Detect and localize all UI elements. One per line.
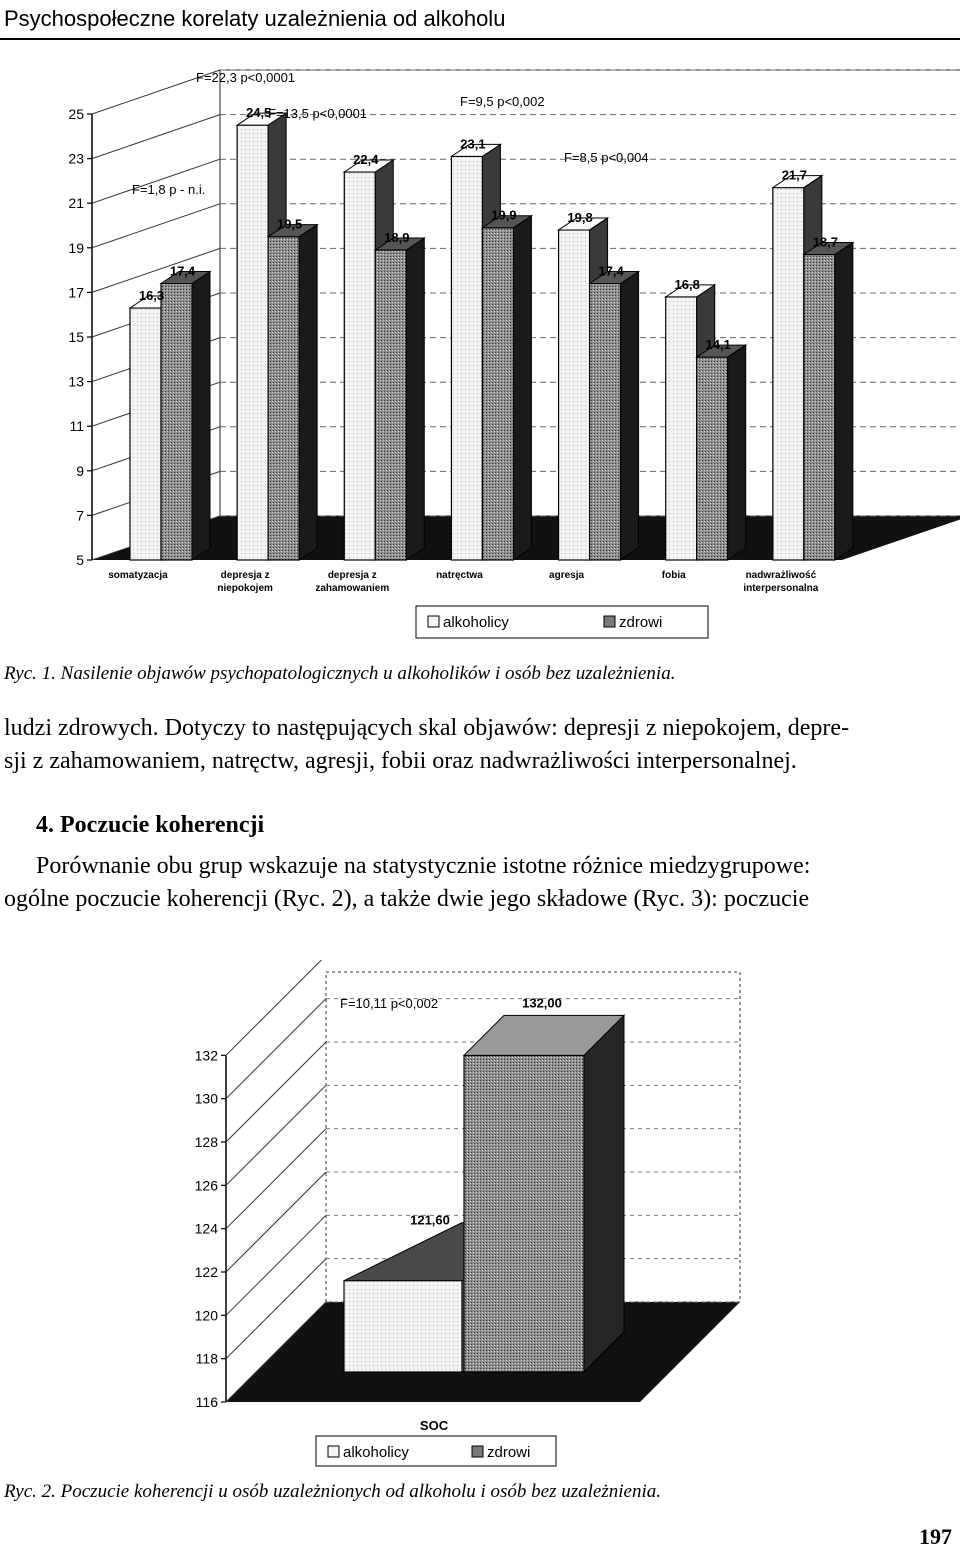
chart2-y-tick-label: 130 xyxy=(194,1090,218,1107)
chart1-annotation: F=13,5 p<0,0001 xyxy=(268,106,368,121)
chart1-bar-alkoholicy-front xyxy=(666,297,697,560)
chart2-legend-swatch-zdrowi xyxy=(472,1446,483,1457)
chart2-y-tick-label: 126 xyxy=(194,1177,218,1194)
chart1-data-label-zdrowi: 18,7 xyxy=(812,234,839,250)
chart1-bar-alkoholicy-front xyxy=(559,230,590,560)
chart2-data-label-alkoholicy: 121,60 xyxy=(410,1212,450,1228)
chart2-depth-gridline xyxy=(226,1042,326,1142)
chart1-data-label-zdrowi: 19,5 xyxy=(276,216,303,232)
chart1-category-label: fobia xyxy=(661,570,686,581)
chart2-y-tick-label: 122 xyxy=(194,1264,218,1280)
paragraph-line: ogólne poczucie koherencji (Ryc. 2), a także dwie jego składowe (Ryc. 3): poczucie xyxy=(4,886,810,912)
chart1-bar-zdrowi xyxy=(268,225,317,560)
chart1-y-tick-label: 5 xyxy=(76,552,84,568)
chart1-data-label-alkoholicy: 24,5 xyxy=(245,105,272,121)
chart1-bar-zdrowi-front xyxy=(161,283,192,560)
chart1-legend-label: alkoholicy xyxy=(443,614,509,631)
chart1-annotation: F=8,5 p<0,004 xyxy=(564,150,649,165)
chart1-bar-zdrowi-side xyxy=(513,216,531,560)
chart1-bar-zdrowi-front xyxy=(268,237,299,560)
chart1-y-tick-label: 25 xyxy=(68,106,84,122)
chart2-y-tick-label: 124 xyxy=(194,1220,218,1237)
chart1-bar-zdrowi-front xyxy=(804,254,835,560)
figure-1-label: Ryc. 1. xyxy=(4,663,56,684)
chart1-bar-alkoholicy-front xyxy=(130,308,161,560)
chart1-data-label-alkoholicy: 23,1 xyxy=(460,136,486,152)
chart1-annotation: F=22,3 p<0,0001 xyxy=(196,70,296,85)
chart1-category-label: natręctwa xyxy=(436,570,483,581)
chart1-legend-swatch-alkoholicy xyxy=(428,616,439,627)
figure-2-caption xyxy=(4,1481,661,1503)
page-number: 197 xyxy=(919,1524,952,1549)
chart2-bar-zdrowi xyxy=(464,1015,624,1372)
chart-sense-of-coherence xyxy=(0,960,960,1480)
chart1-legend-label: zdrowi xyxy=(619,614,663,631)
chart1-bar-zdrowi-side xyxy=(299,225,317,560)
section-heading xyxy=(36,812,270,839)
chart1-bar-zdrowi-side xyxy=(192,271,210,560)
chart2-y-tick-label: 132 xyxy=(194,1047,218,1064)
chart1-bar-zdrowi-front xyxy=(375,250,406,560)
chart2-depth-gridline xyxy=(226,960,326,1055)
figure-2-label: Ryc. 2. xyxy=(4,1481,56,1502)
chart1-category-label-line2: niepokojem xyxy=(217,583,273,594)
chart2-y-tick-label: 128 xyxy=(194,1134,218,1150)
chart1-bar-zdrowi-side xyxy=(406,238,424,560)
chart1-category-label: depresja z xyxy=(220,570,270,581)
chart2-y-tick-label: 120 xyxy=(194,1307,218,1324)
chart2-bar-zdrowi-front xyxy=(464,1055,584,1372)
chart1-y-tick-label: 17 xyxy=(68,284,84,301)
chart2-data-label-zdrowi: 132,00 xyxy=(522,995,562,1011)
chart2-legend-swatch-alkoholicy xyxy=(328,1446,339,1457)
running-header xyxy=(0,4,960,40)
chart2-annotation: F=10,11 p<0,002 xyxy=(340,996,439,1011)
chart1-bar-zdrowi xyxy=(697,345,746,560)
chart1-bar-zdrowi xyxy=(482,216,531,560)
chart1-bar-zdrowi-side xyxy=(835,242,853,560)
chart1-legend-swatch-zdrowi xyxy=(604,616,615,627)
chart1-y-tick-label: 21 xyxy=(68,195,84,212)
chart2-depth-gridline xyxy=(226,1129,326,1229)
chart2-depth-gridline xyxy=(226,1172,326,1272)
figure-2-caption-text: Poczucie koherencji u osób uzależnionych od alkoholu i osób bez uzależnienia. xyxy=(60,1481,661,1502)
running-title: Psychospołeczne korelaty uzależnienia od alkoholu xyxy=(4,6,506,31)
chart1-bar-zdrowi-side xyxy=(728,345,746,560)
chart1-y-tick-label: 9 xyxy=(76,462,84,479)
section-number: 4. xyxy=(36,812,54,838)
chart1-data-label-alkoholicy: 16,8 xyxy=(674,276,700,292)
chart1-data-label-zdrowi: 17,4 xyxy=(598,263,624,279)
chart1-y-tick-label: 11 xyxy=(69,418,84,435)
figure-1-caption-text: Nasilenie objawów psychopatologicznych u alkoholików i osób bez uzależnienia. xyxy=(60,663,676,684)
chart2-depth-gridline xyxy=(226,999,326,1099)
chart1-legend xyxy=(416,606,708,638)
chart1-bar-zdrowi-front xyxy=(590,283,621,560)
chart1-bar-zdrowi-front xyxy=(482,228,513,560)
chart1-bar-alkoholicy-front xyxy=(237,125,268,560)
chart1-data-label-alkoholicy: 21,7 xyxy=(781,167,808,183)
chart2-y-tick-label: 118 xyxy=(195,1350,218,1367)
chart1-bar-alkoholicy-front xyxy=(773,188,804,560)
chart1-bar-zdrowi-side xyxy=(621,271,639,560)
chart2-bar-zdrowi-side xyxy=(584,1015,624,1372)
chart2-depth-gridline xyxy=(226,1215,326,1315)
chart1-y-tick-label: 13 xyxy=(68,373,84,390)
chart1-bar-alkoholicy-front xyxy=(344,172,375,560)
chart1-data-label-zdrowi: 19,9 xyxy=(491,207,517,223)
chart1-data-label-zdrowi: 18,9 xyxy=(384,230,410,246)
chart2-bar-alkoholicy-front xyxy=(344,1281,462,1372)
chart1-depth-gridline xyxy=(92,204,220,248)
chart1-y-tick-label: 19 xyxy=(68,239,84,256)
chart1-y-tick-label: 7 xyxy=(76,507,84,524)
chart1-category-label: somatyzacja xyxy=(108,570,168,581)
chart1-data-label-alkoholicy: 16,3 xyxy=(138,288,165,304)
chart1-bar-zdrowi xyxy=(375,238,424,560)
chart1-bar-zdrowi xyxy=(590,271,639,560)
chart1-data-label-zdrowi: 17,4 xyxy=(169,263,196,279)
chart1-depth-gridline xyxy=(92,115,220,159)
paragraph-line: sji z zahamowaniem, natręctw, agresji, fobii oraz nadwrażliwości interpersonalnej. xyxy=(4,748,797,774)
chart1-y-tick-label: 23 xyxy=(68,150,84,167)
chart2-legend-label: alkoholicy xyxy=(343,1444,409,1461)
chart1-bar-zdrowi xyxy=(804,242,853,560)
chart1-category-label-line2: interpersonalna xyxy=(743,583,819,594)
chart-symptom-severity xyxy=(0,40,960,680)
chart1-y-tick-label: 15 xyxy=(68,329,84,345)
chart1-annotation: F=9,5 p<0,002 xyxy=(460,94,545,109)
chart1-annotation: F=1,8 p - n.i. xyxy=(132,182,206,197)
chart1-data-label-alkoholicy: 22,4 xyxy=(353,151,379,167)
chart2-y-tick-label: 116 xyxy=(195,1394,218,1410)
chart2-depth-gridline xyxy=(226,1085,326,1185)
section-title: Poczucie koherencji xyxy=(60,812,265,838)
chart2-legend xyxy=(316,1436,556,1466)
chart1-category-label: nadwrażliwość xyxy=(745,570,817,581)
chart1-data-label-zdrowi: 14,1 xyxy=(705,337,731,353)
chart1-category-label-line2: zahamowaniem xyxy=(315,583,390,594)
chart1-data-label-alkoholicy: 19,8 xyxy=(567,209,593,225)
paragraph-line: ludzi zdrowych. Dotyczy to następujących skal objawów: depresji z niepokojem, depre- xyxy=(4,715,850,741)
chart1-bar-zdrowi xyxy=(161,271,210,560)
chart1-bar-zdrowi-front xyxy=(697,357,728,560)
chart1-category-label: agresja xyxy=(549,570,585,581)
figure-1-caption xyxy=(4,663,675,685)
paragraph-line: Porównanie obu grup wskazuje na statystycznie istotne różnice miedzygrupowe: xyxy=(36,853,811,879)
chart1-category-label: depresja z xyxy=(327,570,377,581)
chart1-bar-alkoholicy-front xyxy=(451,156,482,560)
chart2-legend-label: zdrowi xyxy=(487,1444,531,1461)
chart2-x-label: SOC xyxy=(419,1418,449,1433)
